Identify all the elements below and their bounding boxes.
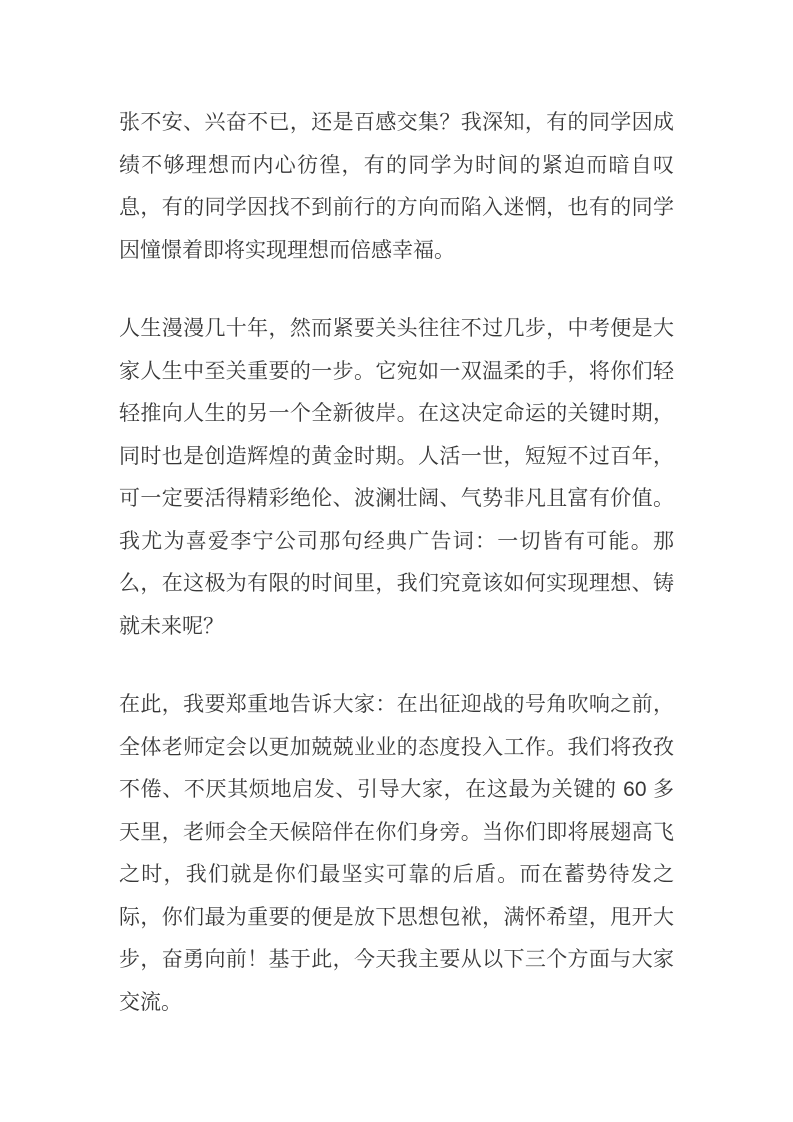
paragraph-2: 人生漫漫几十年，然而紧要关头往往不过几步，中考便是大家人生中至关重要的一步。它宛如一双温柔的手，将你们轻轻推向人生的另一个全新彼岸。在这决定命运的关键时期，同时也是创造辉煌的黄金时期。人活一世，短短不过百年，可一定要活得精彩绝伦、波澜壮阔、气势非凡且富有价值。我尤为喜爱李宁公司那句经典广告词：一切皆有可能。那么，在这极为有限的时间里，我们究竟该如何实现理想、铸就未来呢？	[119, 317, 674, 638]
page-body-text	[119, 102, 674, 1024]
paragraph-3: 在此，我要郑重地告诉大家：在出征迎战的号角吹响之前，全体老师定会以更加兢兢业业的态度投入工作。我们将孜孜不倦、不厌其烦地启发、引导大家，在这最为关键的 60 多天里，老师会全天候陪伴在你们身旁。当你们即将展翅高飞之时，我们就是你们最坚实可靠的后盾。而在蓄势待发之际，你们最为重要的便是放下思想包袱，满怀希望，甩开大步，奋勇向前！基于此，今天我主要从以下三个方面与大家交流。	[119, 693, 674, 1014]
paragraph-1: 张不安、兴奋不已，还是百感交集？我深知，有的同学因成绩不够理想而内心彷徨，有的同学为时间的紧迫而暗自叹息，有的同学因找不到前行的方向而陷入迷惘，也有的同学因憧憬着即将实现理想而倍感幸福。	[119, 111, 674, 262]
